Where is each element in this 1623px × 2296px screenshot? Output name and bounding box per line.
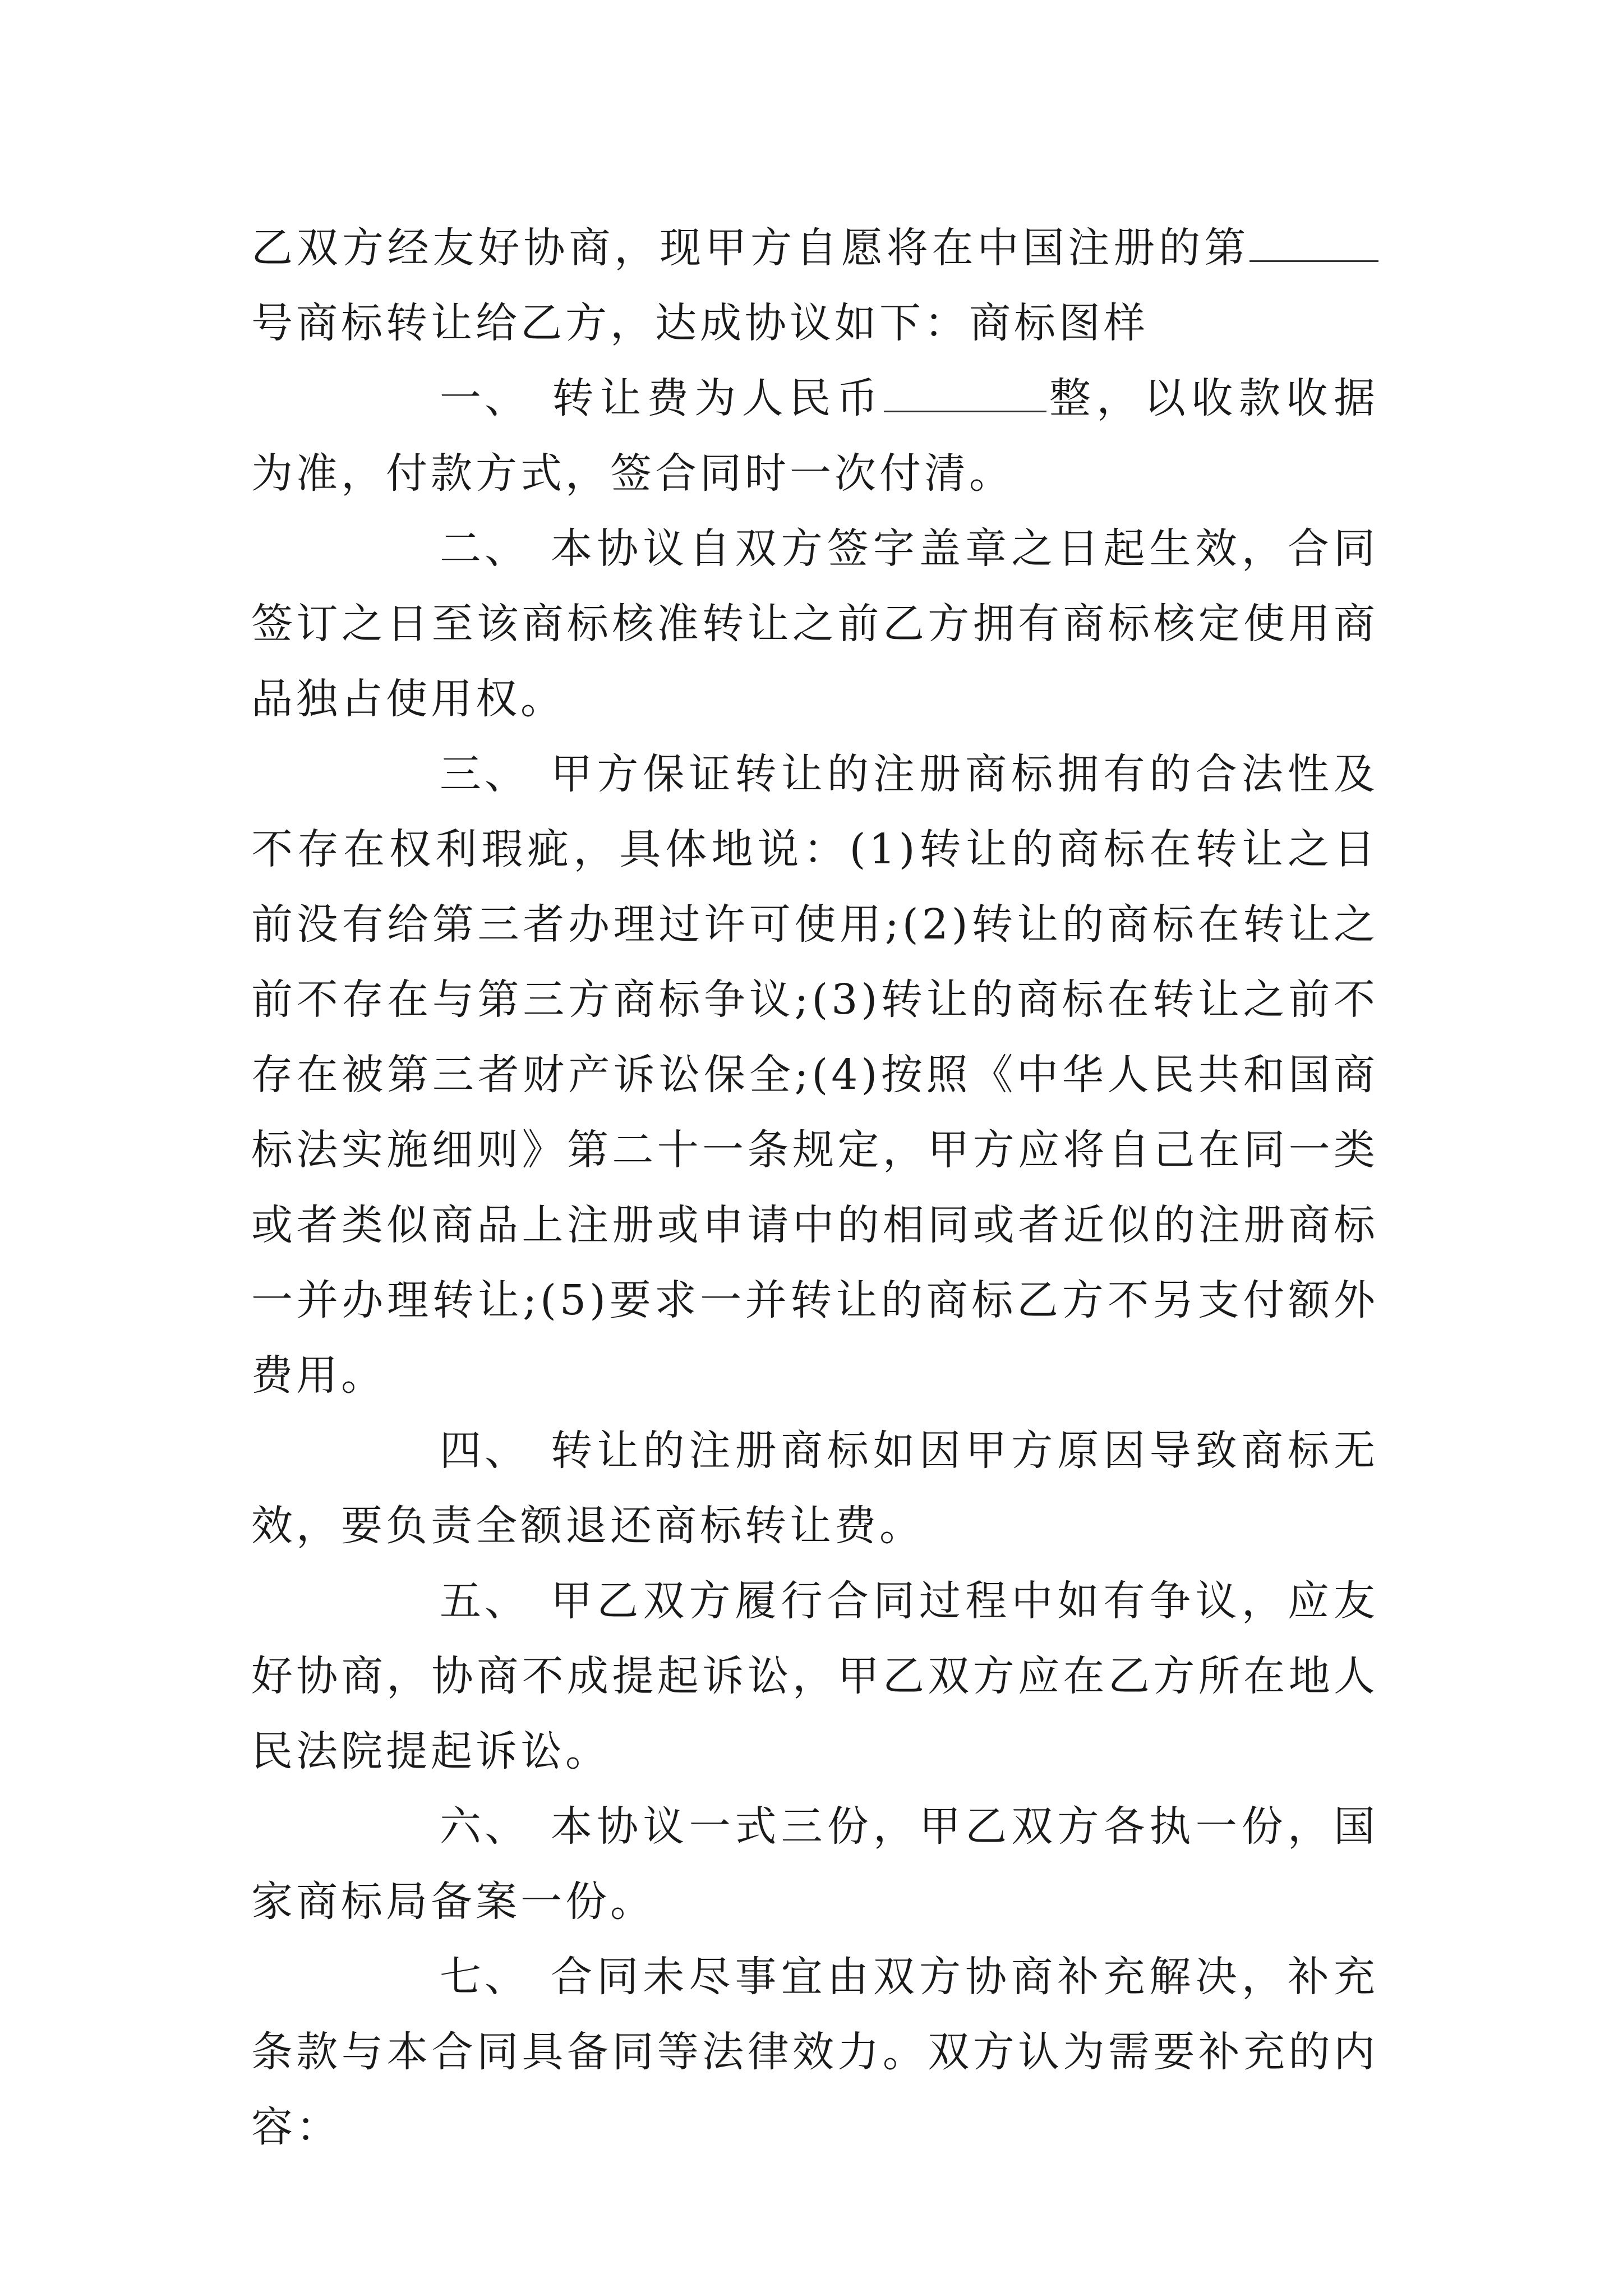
intro-text-after-blank: 号商标转让给乙方，达成协议如下：商标图样 — [251, 299, 1149, 347]
intro-paragraph — [251, 210, 1378, 361]
clause-4-number: 四、 — [440, 1427, 529, 1475]
clause-4-text: 转让的注册商标如因甲方原因导致商标无效，要负责全额退还商标转让费。 — [251, 1427, 1378, 1550]
clause-2-text: 本协议自双方签字盖章之日起生效，合同签订之日至该商标核准转让之前乙方拥有商标核定使用商品独占使用权。 — [251, 524, 1378, 723]
clause-1 — [251, 361, 1378, 511]
clause-4 — [251, 1413, 1378, 1563]
clause-7-text: 合同未尽事宜由双方协商补充解决，补充条款与本合同具备同等法律效力。双方认为需要补充的内容： — [251, 1953, 1378, 2151]
clause-5 — [251, 1563, 1378, 1789]
clause-6-number: 六、 — [440, 1802, 529, 1851]
document-body — [251, 210, 1378, 2165]
clause-7 — [251, 1939, 1378, 2165]
clause-7-number: 七、 — [440, 1953, 529, 2001]
clause-1-text-before-blank: 转让费为人民币 — [550, 374, 884, 422]
clause-6 — [251, 1789, 1378, 1939]
transfer-fee-blank — [884, 371, 1046, 412]
clause-3 — [251, 737, 1378, 1413]
clause-1-text-after-blank: 整，以收款收据为准，付款方式，签合同时一次付清。 — [251, 374, 1379, 498]
clause-2-number: 二、 — [440, 524, 529, 573]
clause-5-number: 五、 — [440, 1577, 529, 1625]
clause-3-text: 甲方保证转让的注册商标拥有的合法性及不存在权利瑕疵，具体地说：(1)转让的商标在转让之日前没有给第三者办理过许可使用;(2)转让的商标在转让之前不存在与第三方商标争议;(3)转让的商标在转让之前不存在被第三者财产诉讼保全;(4)按照《中华人民共和国商标法实施细则》第二十一条规定，甲方应将自己在同一类或者类似商品上注册或申请中的相同或者近似的注册商标一并办理转让;(5)要求一并转让的商标乙方不另支付额外费用。 — [251, 750, 1378, 1400]
clause-2 — [251, 511, 1378, 737]
intro-text-before-blank: 乙双方经友好协商，现甲方自愿将在中国注册的第 — [251, 224, 1249, 272]
clause-3-number: 三、 — [440, 750, 529, 798]
clause-5-text: 甲乙双方履行合同过程中如有争议，应友好协商，协商不成提起诉讼，甲乙双方应在乙方所在地人民法院提起诉讼。 — [251, 1577, 1378, 1775]
clause-1-number: 一、 — [440, 374, 529, 422]
clause-6-text: 本协议一式三份，甲乙双方各执一份，国家商标局备案一份。 — [251, 1802, 1378, 1926]
trademark-number-blank — [1249, 221, 1378, 262]
